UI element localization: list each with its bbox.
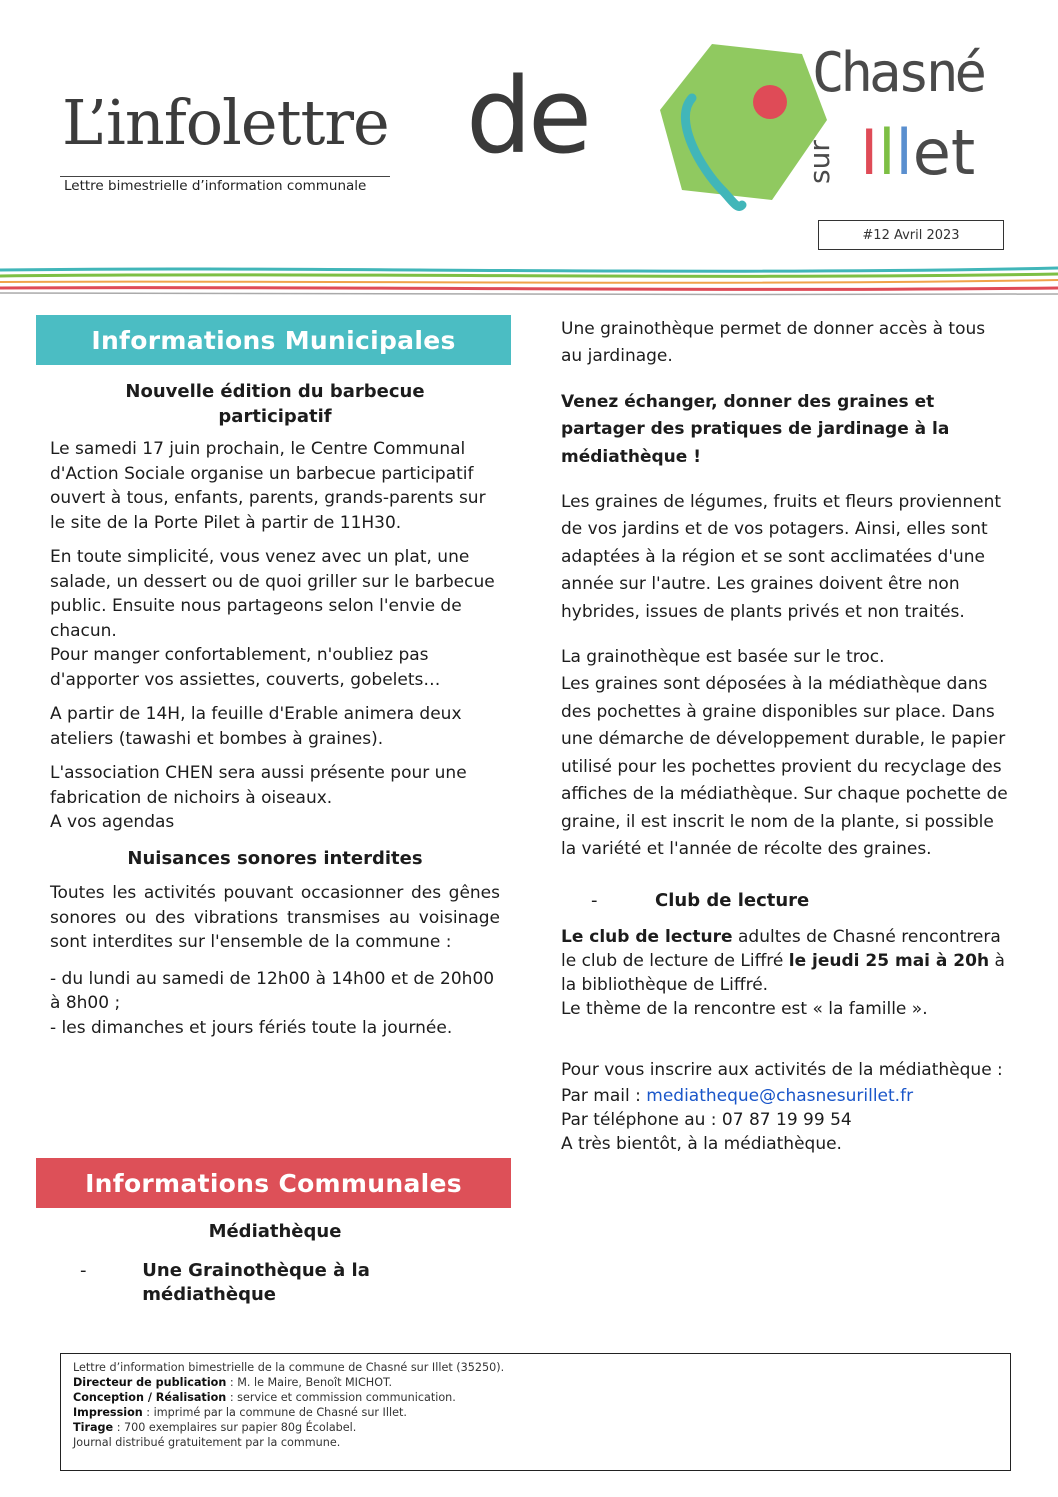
- footer-credits: [60, 1353, 1011, 1471]
- footer-line-4: [73, 1405, 998, 1420]
- left-column-lower: [50, 1220, 500, 1308]
- bbq-title-line2: participatif: [218, 405, 332, 427]
- bbq-paragraph-4a: L'association CHEN sera aussi présente pour une fabrication de nichoirs à oiseaux.: [50, 763, 467, 808]
- footer-director: : M. le Maire, Benoît MICHOT.: [226, 1376, 393, 1389]
- club-paragraph: [561, 925, 1009, 997]
- footer-label-print: Impression: [73, 1406, 143, 1419]
- noise-paragraph-3: - les dimanches et jours fériés toute la journée.: [50, 1017, 453, 1038]
- grain-paragraph-4b: Les graines sont déposées à la médiathèque dans des pochettes à graine disponibles sur place. Dans une démarche de développement durable, le papier utilisé pour les pochettes provient du recyclage des affiches de la médiathèque. Sur chaque pochette de graine, il est inscrit le nom de la plante, si possible la variété et l'année de récolte des graines.: [561, 674, 1008, 859]
- logo-illet-letter: l: [878, 116, 896, 189]
- noise-paragraph-1: Toutes les activités pouvant occasionner des gênes sonores ou des vibrations transmises au voisinage sont interdites sur l'ensemble de la commune :: [50, 883, 500, 952]
- grain-paragraph-4a: La grainothèque est basée sur le troc.: [561, 647, 885, 668]
- footer-label-run: Tirage: [73, 1421, 114, 1434]
- club-bold-2: le jeudi 25 mai à 20h: [788, 950, 990, 971]
- newsletter-subtitle: Lettre bimestrielle d’information communale: [64, 178, 367, 194]
- section-header-municipales: Informations Municipales: [36, 315, 511, 365]
- newsletter-title-de: de: [466, 55, 588, 177]
- closing-line: A très bientôt, à la médiathèque.: [561, 1133, 842, 1154]
- bbq-title-line1: Nouvelle édition du barbecue: [125, 381, 425, 402]
- grainotheque-title: Une Grainothèque à la médiathèque: [142, 1259, 370, 1305]
- mediatheque-title: Médiathèque: [208, 1221, 342, 1242]
- grain-paragraph-1: Une grainothèque permet de donner accès à tous au jardinage.: [561, 319, 986, 367]
- grainotheque-bullet: [50, 1259, 500, 1308]
- bullet-dash: -: [80, 1259, 87, 1281]
- footer-conception: : service et commission communication.: [226, 1391, 456, 1404]
- footer-line-6: Journal distribué gratuitement par la commune.: [73, 1436, 341, 1449]
- club-bold-1: Le club de lecture: [561, 926, 733, 947]
- bbq-paragraph-2b: Pour manger confortablement, n'oubliez pas d'apporter vos assiettes, couverts, gobelets…: [50, 645, 441, 690]
- section-header-communales: Informations Communales: [36, 1158, 511, 1208]
- footer-label-director: Directeur de publication: [73, 1376, 227, 1389]
- noise-title: Nuisances sonores interdites: [127, 847, 423, 869]
- title-underline: [60, 176, 390, 177]
- decorative-stripes: [0, 262, 1058, 302]
- grain-paragraph-2: Venez échanger, donner des graines et partager des pratiques de jardinage à la médiathèque !: [561, 391, 950, 467]
- footer-print: : imprimé par la commune de Chasné sur Illet.: [142, 1406, 407, 1419]
- bbq-paragraph-3: A partir de 14H, la feuille d'Erable animera deux ateliers (tawashi et bombes à graines).: [50, 704, 462, 749]
- logo-illet-letter: l: [895, 116, 913, 189]
- footer-line-1: Lettre d’information bimestrielle de la commune de Chasné sur Illet (35250).: [73, 1361, 505, 1374]
- logo-illet-letter: I: [860, 116, 879, 189]
- logo-red-dot: [753, 85, 787, 119]
- logo-text-illet: [860, 112, 976, 189]
- mail-label: Par mail :: [561, 1085, 647, 1106]
- mail-line: [561, 1084, 1009, 1108]
- bbq-paragraph-2a: En toute simplicité, vous venez avec un plat, une salade, un dessert ou de quoi griller sur le barbecue public. Ensuite nous partageons selon l'envie de chacun.: [50, 547, 495, 641]
- club-title: Club de lecture: [655, 890, 810, 912]
- footer-line-5: [73, 1420, 998, 1435]
- left-column-upper: [50, 380, 500, 1040]
- bbq-paragraph-1: Le samedi 17 juin prochain, le Centre Communal d'Action Sociale organise un barbecue participatif ouvert à tous, enfants, parents, grands-parents sur le site de la Porte Pilet à partir de 11H30.: [50, 439, 486, 533]
- phone-line: Par téléphone au : 07 87 19 99 54: [561, 1109, 852, 1130]
- noise-paragraph-2: - du lundi au samedi de 12h00 à 14h00 et de 20h00 à 8h00 ;: [50, 968, 495, 1013]
- bullet-dash: -: [591, 890, 598, 912]
- right-column: [561, 316, 1009, 1156]
- newsletter-title: L’infolettre: [62, 86, 389, 159]
- mail-link[interactable]: mediatheque@chasnesurillet.fr: [646, 1085, 914, 1106]
- footer-label-conception: Conception / Réalisation: [73, 1391, 227, 1404]
- logo-text-chasne: Chasné: [812, 41, 984, 104]
- issue-number: #12 Avril 2023: [818, 220, 1004, 250]
- logo-illet-letter: t: [950, 116, 976, 189]
- grain-paragraph-3: Les graines de légumes, fruits et fleurs proviennent de vos jardins et de vos potagers. Ainsi, elles sont adaptées à la région et se sont acclimatées d'une année sur l'autre. Les graines doivent être non hybrides, issues de plants privés et non traités.: [561, 492, 1002, 622]
- club-text-2: à la bibliothèque de Liffré.: [561, 950, 1005, 995]
- club-theme: Le thème de la rencontre est « la famille ».: [561, 998, 928, 1019]
- inscription-text: Pour vous inscrire aux activités de la médiathèque :: [561, 1059, 1003, 1080]
- footer-line-2: [73, 1375, 998, 1390]
- club-text-1: adultes de Chasné rencontrera le club de lecture de Liffré: [561, 926, 1001, 971]
- club-bullet: [561, 887, 1009, 914]
- bbq-paragraph-4b: A vos agendas: [50, 812, 175, 832]
- footer-line-3: [73, 1390, 998, 1405]
- logo-illet-letters: [860, 116, 976, 189]
- logo-text-sur: sur: [803, 140, 836, 184]
- logo-illet-letter: e: [912, 116, 951, 189]
- footer-run: : 700 exemplaires sur papier 80g Écolabel.: [113, 1421, 357, 1434]
